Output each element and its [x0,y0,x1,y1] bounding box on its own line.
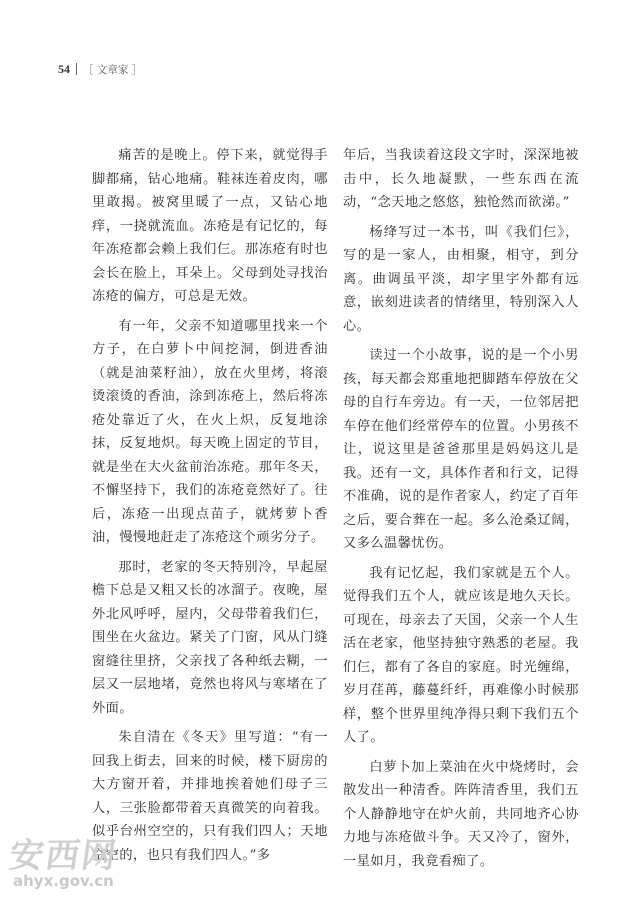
paragraph: 读过一个小故事，说的是一个小男孩，每天都会郑重地把脚踏车停放在父母的自行车旁边。有一天，一位邻居把车停在他们经常停车的位置。小男孩不让，说这里是爸爸那里是妈妈这儿是我。还有一文，具体作者和行文，记得不准确，说的是作者家人，约定了百年之后，要合葬在一起。多么沧桑辽阔，又多么温馨忧伤。 [343,348,579,551]
header-divider [76,63,77,75]
left-column [92,144,328,873]
paragraph: 我有记忆起，我们家就是五个人。觉得我们五个人，就应该是地久天长。可现在，母亲去了天国，父亲一个人生活在老家，他坚持独守熟悉的老屋。我们仨，都有了各自的家庭。时光缠绵，岁月荏苒，藤蔓纤纤，再难像小时候那样，整个世界里纯净得只剩下我们五个人了。 [343,565,579,745]
section-title: ［ 文章家 ］ [83,64,143,76]
page-number: 54 [58,62,70,76]
paragraph: 有一年，父亲不知道哪里找来一个方子，在白萝卜中间挖洞，倒进香油（就是油菜籽油），放在火里烤，将滚烫滚烫的香油，涂到冻疮上，然后将冻疮处靠近了火，在火上炽，反复地涂抹，反复地炽。每天晚上固定的节目，就是坐在大火盆前治冻疮。那年冬天，不懈坚持下，我们的冻疮竟然好了。往后，冻疮一出现点苗子，就烤萝卜香油，慢慢地赶走了冻疮这个顽劣分子。 [92,318,328,545]
page-header [58,62,142,77]
paragraph: 那时，老家的冬天特别冷，早起屋檐下总是又粗又长的冰溜子。夜晚，屋外北风呼呼，屋内，父母带着我们仨，围坐在火盆边。紧关了门窗，风从门缝窗缝往里挤，父亲找了各种纸去糊，一层又一层地堵，竟然也将风与寒堵在了外面。 [92,559,328,716]
paragraph: 白萝卜加上菜油在火中烧烤时，会散发出一种清香。阵阵清香里，我们五个人静静地守在炉火前，共同地齐心协力地与冻疮做斗争。天又冷了，窗外，一星如月，我竟看痴了。 [343,759,579,869]
right-column [343,144,579,879]
paragraph: 痛苦的是晚上。停下来，就觉得手脚都痛，钻心地痛。鞋袜连着皮肉，哪里敢揭。被窝里暖了一点，又钻心地痒，一挠就流血。冻疮是有记忆的，每年冻疮都会赖上我们仨。那冻疮有时也会长在脸上，耳朵上。父母到处寻找治冻疮的偏方，可总是无效。 [92,148,328,304]
watermark-site: ahyx.gov.cn [13,872,114,890]
paragraph: 年后，当我读着这段文字时，深深地被击中，长久地凝默，一些东西在流动，“念天地之悠悠，独怆然而欲涕。” [343,148,579,210]
paragraph: 朱自清在《冬天》里写道：“有一回我上街去，回来的时候，楼下厨房的大方窗开着，并排地挨着她们母子三人，三张脸都带着天真微笑的向着我。似乎台州空空的，只有我们四人；天地空空的，也只有我们四人。”多 [92,730,328,863]
paragraph: 杨绛写过一本书，叫《我们仨》，写的是一家人，由相聚，相守，到分离。曲调虽平淡，却字里字外都有远意，嵌刻进读者的情绪里，特别深入人心。 [343,224,579,334]
watermark [6,828,130,898]
watermark-logo: 安西网 [6,836,121,876]
